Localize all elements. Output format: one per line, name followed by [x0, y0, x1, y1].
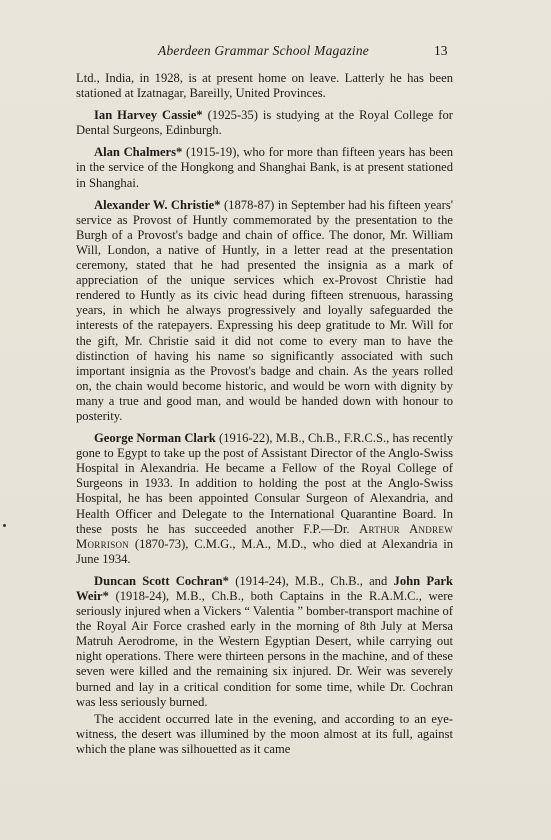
- paragraph-text-after: (1870-73), C.M.G., M.A., M.D., who died at Alexandria in June 1934.: [76, 536, 453, 566]
- paragraph-text-mid: (1914-24), M.B., Ch.B., and: [228, 573, 394, 588]
- paragraph-cochran-weir: [76, 574, 453, 710]
- paragraph-text: (1916-22), M.B., Ch.B., F.R.C.S., has recently gone to Egypt to take up the post of Assistant Director of the Anglo-Swiss Hospital in Alexandria. He became a Fellow of the Royal College of Surgeons in 1933. In addition to holding the post at the Anglo-Swiss Hospital, he has been appointed Consular Surgeon of Alexandria, and Health Officer and Delegate to the International Quarantine Board. In these posts he has succeeded another F.P.—Dr.: [76, 431, 454, 536]
- article-body: [76, 71, 453, 764]
- person-name: Duncan Scott Cochran*: [94, 573, 229, 588]
- paragraph-text: (1925-35) is studying at the Royal College for Dental Surgeons, Edinburgh.: [76, 108, 453, 138]
- person-name: Ian Harvey Cassie*: [94, 108, 203, 123]
- paragraph-text: (1918-24), M.B., Ch.B., both Captains in the R.A.M.C., were seriously injured when a Vickers “ Valentia ” bomber-transport machine of the Royal Air Force crashed early in the morning of 8th July at Mersa Matruh Aerodrome, in the Western Egyptian Desert, while carrying out night operations. There were thirteen persons in the machine, and of these seven were killed and the remaining six injured. Dr. Weir was severely burned and lay in a critical condition for some time, while Dr. Cochran was less seriously burned.: [76, 589, 453, 709]
- paragraph-accident: [76, 712, 453, 757]
- paragraph-chalmers: [76, 145, 453, 190]
- paragraph-text: (1878-87) in September had his fifteen years' service as Provost of Huntly commemorated by the presentation to the Burgh of a Provost's badge and chain of office. The donor, Mr. William Will, London, a native of Huntly, in a letter read at the presentation ceremony, stated that he had presented the insignia as a mark of appreciation of the unique services which ex-Provost Christie had rendered to Huntly as its civic head during fifteen strenuous, harassing years, in which he always progressively and loyally safeguarded the interests of the ratepayers. Expressing his deep gratitude to Mr. Will for the gift, Mr. Christie said it did not come to every man to have the distinction of having his name so significantly associated with such important insignia as the Provost's badge and chain. As the years rolled on, the chain would become historic, and would be worn with dignity by many a true and good man, and would be handed down with honour to posterity.: [76, 197, 453, 423]
- paragraph-cassie: [76, 108, 453, 138]
- paragraph-clark: [76, 431, 453, 567]
- running-title: Aberdeen Grammar School Magazine: [158, 43, 369, 58]
- margin-speck: [3, 524, 6, 527]
- paragraph-text: Ltd., India, in 1928, is at present home on leave. Latterly he has been stationed at Izatnagar, Bareilly, United Provinces.: [76, 71, 453, 101]
- paragraph-continued: [76, 71, 453, 101]
- paragraph-text: (1915-19), who for more than fifteen years has been in the service of the Hongkong and Shanghai Bank, is at present stationed in Shanghai.: [76, 145, 453, 190]
- person-name: George Norman Clark: [94, 431, 216, 446]
- paragraph-text: The accident occurred late in the evening, and according to an eye-witness, the desert was illumined by the moon almost at its full, against which the plane was silhouetted as it came: [76, 711, 453, 756]
- paragraph-christie: [76, 198, 453, 424]
- page-number: 13: [434, 43, 448, 58]
- small-caps-name: Arthur Andrew Morrison: [76, 521, 454, 551]
- person-name-second: John Park Weir*: [76, 573, 453, 603]
- page-header: [0, 43, 551, 63]
- person-name: Alan Chalmers*: [94, 145, 183, 160]
- person-name: Alexander W. Christie*: [94, 197, 221, 212]
